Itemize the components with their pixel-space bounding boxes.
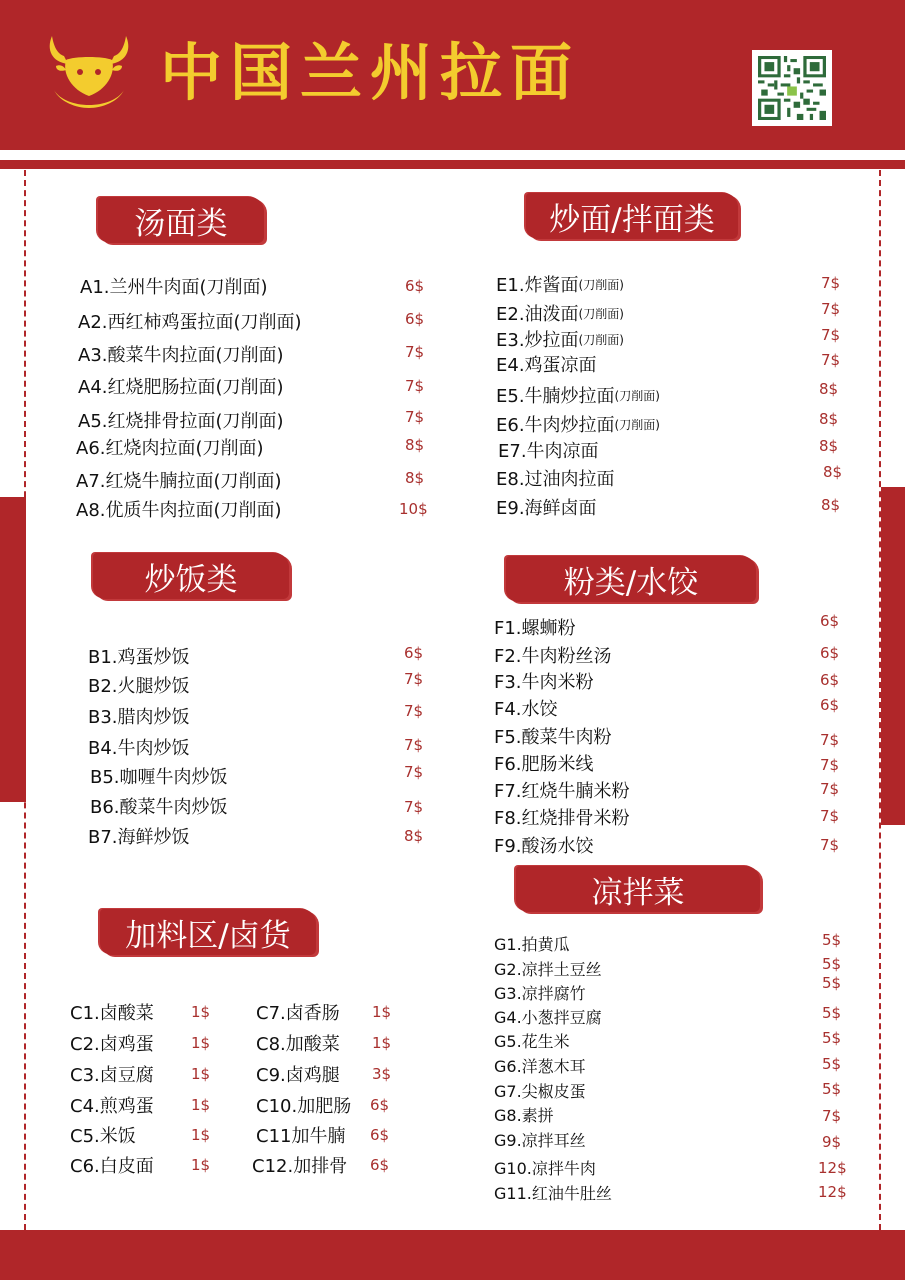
menu-item bbox=[88, 643, 190, 669]
item-price: 7$ bbox=[820, 731, 840, 749]
item-name: F8.红烧排骨米粉 bbox=[494, 808, 630, 829]
item-name: E4.鸡蛋凉面 bbox=[496, 355, 597, 376]
item-price: 8$ bbox=[819, 410, 839, 428]
extras-heading: 加料区/卤货 bbox=[100, 909, 316, 955]
item-name: F5.酸菜牛肉粉 bbox=[494, 727, 612, 748]
footer-band bbox=[0, 1230, 905, 1280]
soup-noodles-heading: 汤面类 bbox=[98, 197, 264, 243]
item-price: 6$ bbox=[370, 1126, 390, 1144]
item-name: G7.尖椒皮蛋 bbox=[494, 1081, 586, 1101]
item-price: 7$ bbox=[405, 343, 425, 361]
item-price: 6$ bbox=[370, 1096, 390, 1114]
menu-item bbox=[256, 1030, 340, 1056]
menu-item bbox=[78, 407, 284, 433]
item-name: G3.凉拌腐竹 bbox=[494, 983, 586, 1003]
item-name: A3.酸菜牛肉拉面(刀削面) bbox=[78, 345, 284, 366]
item-price: 7$ bbox=[820, 756, 840, 774]
item-name: G10.凉拌牛肉 bbox=[494, 1158, 596, 1178]
item-name: G9.凉拌耳丝 bbox=[494, 1130, 586, 1150]
fried-noodles-heading: 炒面/拌面类 bbox=[526, 193, 738, 239]
item-name: A8.优质牛肉拉面(刀削面) bbox=[76, 500, 282, 521]
item-name: F9.酸汤水饺 bbox=[494, 836, 594, 857]
item-name: B5.咖喱牛肉炒饭 bbox=[90, 767, 228, 788]
item-name: A7.红烧牛腩拉面(刀削面) bbox=[76, 471, 282, 492]
item-name: C10.加肥肠 bbox=[256, 1096, 352, 1117]
item-price: 7$ bbox=[820, 807, 840, 825]
menu-item bbox=[494, 750, 594, 776]
item-price: 12$ bbox=[818, 1183, 847, 1201]
item-name: E7.牛肉凉面 bbox=[498, 441, 599, 462]
cold-dishes-heading: 凉拌菜 bbox=[516, 866, 760, 912]
item-price: 7$ bbox=[405, 408, 425, 426]
item-name: G4.小葱拌豆腐 bbox=[494, 1007, 602, 1027]
item-price: 8$ bbox=[823, 463, 843, 481]
menu-item bbox=[256, 1122, 345, 1148]
item-name: C6.白皮面 bbox=[70, 1156, 154, 1177]
menu-item bbox=[76, 467, 282, 493]
menu-item bbox=[494, 930, 570, 956]
item-name: B4.牛肉炒饭 bbox=[88, 738, 190, 759]
item-price: 1$ bbox=[372, 1034, 392, 1052]
item-price: 5$ bbox=[822, 1055, 842, 1073]
item-name: C9.卤鸡腿 bbox=[256, 1065, 340, 1086]
right-dashed-border bbox=[879, 170, 881, 1230]
menu-item bbox=[496, 326, 624, 352]
menu-item bbox=[496, 271, 624, 297]
restaurant-title: 中国兰州拉面 bbox=[160, 36, 581, 109]
item-price: 1$ bbox=[191, 1003, 211, 1021]
item-name: C7.卤香肠 bbox=[256, 1003, 340, 1024]
item-price: 5$ bbox=[822, 1004, 842, 1022]
menu-item bbox=[78, 308, 302, 334]
menu-item bbox=[494, 1077, 586, 1103]
menu-item bbox=[80, 273, 268, 299]
menu-item bbox=[90, 793, 228, 819]
item-price: 5$ bbox=[822, 931, 842, 949]
menu-item bbox=[88, 734, 190, 760]
menu-item bbox=[494, 804, 630, 830]
item-name: G11.红油牛肚丝 bbox=[494, 1183, 612, 1203]
menu-item bbox=[70, 1152, 154, 1178]
menu-item bbox=[494, 642, 612, 668]
item-price: 7$ bbox=[404, 798, 424, 816]
menu-item bbox=[70, 999, 154, 1025]
item-note: (刀削面) bbox=[614, 417, 660, 432]
menu-item bbox=[494, 1154, 596, 1180]
qr-code-icon bbox=[752, 50, 832, 126]
item-name: E3.炒拉面 bbox=[496, 330, 579, 351]
right-side-band bbox=[881, 487, 905, 825]
menu-item bbox=[494, 955, 602, 981]
item-name: C3.卤豆腐 bbox=[70, 1065, 154, 1086]
menu-item bbox=[70, 1061, 154, 1087]
item-price: 7$ bbox=[821, 300, 841, 318]
item-price: 7$ bbox=[405, 377, 425, 395]
item-name: A2.西红柿鸡蛋拉面(刀削面) bbox=[78, 312, 302, 333]
menu-item bbox=[496, 411, 660, 437]
item-name: A5.红烧排骨拉面(刀削面) bbox=[78, 411, 284, 432]
item-name: F7.红烧牛腩米粉 bbox=[494, 781, 630, 802]
item-name: E5.牛腩炒拉面 bbox=[496, 386, 615, 407]
item-price: 8$ bbox=[404, 827, 424, 845]
item-note: (刀削面) bbox=[578, 277, 624, 292]
item-price: 8$ bbox=[819, 437, 839, 455]
item-name: E8.过油肉拉面 bbox=[496, 469, 615, 490]
item-name: F1.螺蛳粉 bbox=[494, 618, 576, 639]
item-price: 1$ bbox=[191, 1096, 211, 1114]
item-price: 7$ bbox=[820, 836, 840, 854]
item-name: F6.肥肠米线 bbox=[494, 754, 594, 775]
menu-item bbox=[88, 823, 190, 849]
item-name: B6.酸菜牛肉炒饭 bbox=[90, 797, 228, 818]
item-price: 6$ bbox=[820, 671, 840, 689]
menu-item bbox=[494, 695, 558, 721]
item-price: 7$ bbox=[404, 763, 424, 781]
menu-item bbox=[494, 1126, 586, 1152]
item-price: 1$ bbox=[191, 1156, 211, 1174]
item-price: 7$ bbox=[820, 780, 840, 798]
menu-item bbox=[76, 496, 282, 522]
menu-item bbox=[70, 1030, 154, 1056]
item-name: C11加牛腩 bbox=[256, 1126, 346, 1147]
menu-item bbox=[494, 1003, 602, 1029]
item-price: 7$ bbox=[404, 736, 424, 754]
item-price: 6$ bbox=[405, 310, 425, 328]
item-name: B2.火腿炒饭 bbox=[88, 676, 190, 697]
rice-noodles-heading: 粉类/水饺 bbox=[506, 556, 756, 602]
item-price: 7$ bbox=[821, 326, 841, 344]
item-price: 7$ bbox=[404, 702, 424, 720]
item-name: B3.腊肉炒饭 bbox=[88, 707, 190, 728]
menu-item bbox=[494, 1179, 612, 1205]
item-price: 6$ bbox=[405, 277, 425, 295]
item-price: 1$ bbox=[191, 1034, 211, 1052]
item-name: F3.牛肉米粉 bbox=[494, 672, 594, 693]
menu-item bbox=[88, 672, 190, 698]
item-name: F2.牛肉粉丝汤 bbox=[494, 646, 612, 667]
item-price: 7$ bbox=[821, 351, 841, 369]
item-name: E2.油泼面 bbox=[496, 304, 579, 325]
item-name: F4.水饺 bbox=[494, 699, 558, 720]
menu-item bbox=[496, 465, 615, 491]
item-name: C5.米饭 bbox=[70, 1126, 136, 1147]
menu-item bbox=[494, 614, 576, 640]
item-name: E6.牛肉炒拉面 bbox=[496, 415, 615, 436]
left-side-band bbox=[0, 497, 26, 802]
item-price: 3$ bbox=[372, 1065, 392, 1083]
menu-item bbox=[496, 300, 624, 326]
item-price: 8$ bbox=[405, 469, 425, 487]
menu-item bbox=[496, 382, 660, 408]
item-name: G2.凉拌土豆丝 bbox=[494, 959, 602, 979]
item-name: A4.红烧肥肠拉面(刀削面) bbox=[78, 377, 284, 398]
menu-item bbox=[494, 777, 630, 803]
menu-item bbox=[256, 1061, 340, 1087]
item-price: 9$ bbox=[822, 1133, 842, 1151]
menu-item bbox=[70, 1122, 136, 1148]
item-price: 5$ bbox=[822, 1029, 842, 1047]
item-note: (刀削面) bbox=[578, 332, 624, 347]
item-price: 1$ bbox=[191, 1065, 211, 1083]
menu-item bbox=[494, 668, 594, 694]
item-name: G5.花生米 bbox=[494, 1031, 570, 1051]
item-name: E1.炸酱面 bbox=[496, 275, 579, 296]
menu-item bbox=[496, 351, 597, 377]
item-name: C2.卤鸡蛋 bbox=[70, 1034, 154, 1055]
menu-item bbox=[78, 341, 284, 367]
item-price: 6$ bbox=[820, 612, 840, 630]
item-note: (刀削面) bbox=[578, 306, 624, 321]
item-price: 5$ bbox=[822, 955, 842, 973]
item-name: C12.加排骨 bbox=[252, 1156, 348, 1177]
menu-item bbox=[496, 494, 597, 520]
item-name: A6.红烧肉拉面(刀削面) bbox=[76, 438, 264, 459]
menu-item bbox=[256, 1092, 351, 1118]
menu-item bbox=[494, 723, 612, 749]
item-price: 12$ bbox=[818, 1159, 847, 1177]
menu-item bbox=[252, 1152, 347, 1178]
item-name: B7.海鲜炒饭 bbox=[88, 827, 190, 848]
item-price: 6$ bbox=[370, 1156, 390, 1174]
menu-item bbox=[498, 437, 599, 463]
item-name: C8.加酸菜 bbox=[256, 1034, 340, 1055]
item-price: 1$ bbox=[191, 1126, 211, 1144]
left-dashed-border bbox=[24, 170, 26, 1230]
menu-item bbox=[70, 1092, 154, 1118]
item-price: 6$ bbox=[820, 644, 840, 662]
menu-item bbox=[494, 832, 594, 858]
item-price: 10$ bbox=[399, 500, 428, 518]
item-price: 7$ bbox=[404, 670, 424, 688]
item-name: C1.卤酸菜 bbox=[70, 1003, 154, 1024]
menu-item bbox=[256, 999, 340, 1025]
item-name: G6.洋葱木耳 bbox=[494, 1056, 586, 1076]
item-price: 8$ bbox=[819, 380, 839, 398]
menu-item bbox=[76, 434, 264, 460]
menu-item bbox=[88, 703, 190, 729]
menu-item bbox=[494, 1101, 554, 1127]
menu-item bbox=[494, 1027, 570, 1053]
item-price: 8$ bbox=[405, 436, 425, 454]
item-price: 5$ bbox=[822, 1080, 842, 1098]
item-price: 6$ bbox=[404, 644, 424, 662]
item-name: G1.拍黄瓜 bbox=[494, 934, 570, 954]
item-price: 7$ bbox=[821, 274, 841, 292]
fried-rice-heading: 炒饭类 bbox=[93, 553, 289, 599]
item-note: (刀削面) bbox=[614, 388, 660, 403]
menu-item bbox=[494, 979, 586, 1005]
item-name: C4.煎鸡蛋 bbox=[70, 1096, 154, 1117]
item-name: A1.兰州牛肉面(刀削面) bbox=[80, 277, 268, 298]
item-price: 6$ bbox=[820, 696, 840, 714]
item-name: B1.鸡蛋炒饭 bbox=[88, 647, 190, 668]
item-price: 8$ bbox=[821, 496, 841, 514]
menu-item bbox=[78, 373, 284, 399]
item-price: 7$ bbox=[822, 1107, 842, 1125]
item-name: E9.海鲜卤面 bbox=[496, 498, 597, 519]
item-price: 1$ bbox=[372, 1003, 392, 1021]
bull-head-icon bbox=[44, 30, 134, 115]
menu-item bbox=[90, 763, 228, 789]
item-name: G8.素拼 bbox=[494, 1105, 554, 1125]
header-stripe bbox=[0, 160, 905, 169]
menu-item bbox=[494, 1052, 586, 1078]
item-price: 5$ bbox=[822, 974, 842, 992]
